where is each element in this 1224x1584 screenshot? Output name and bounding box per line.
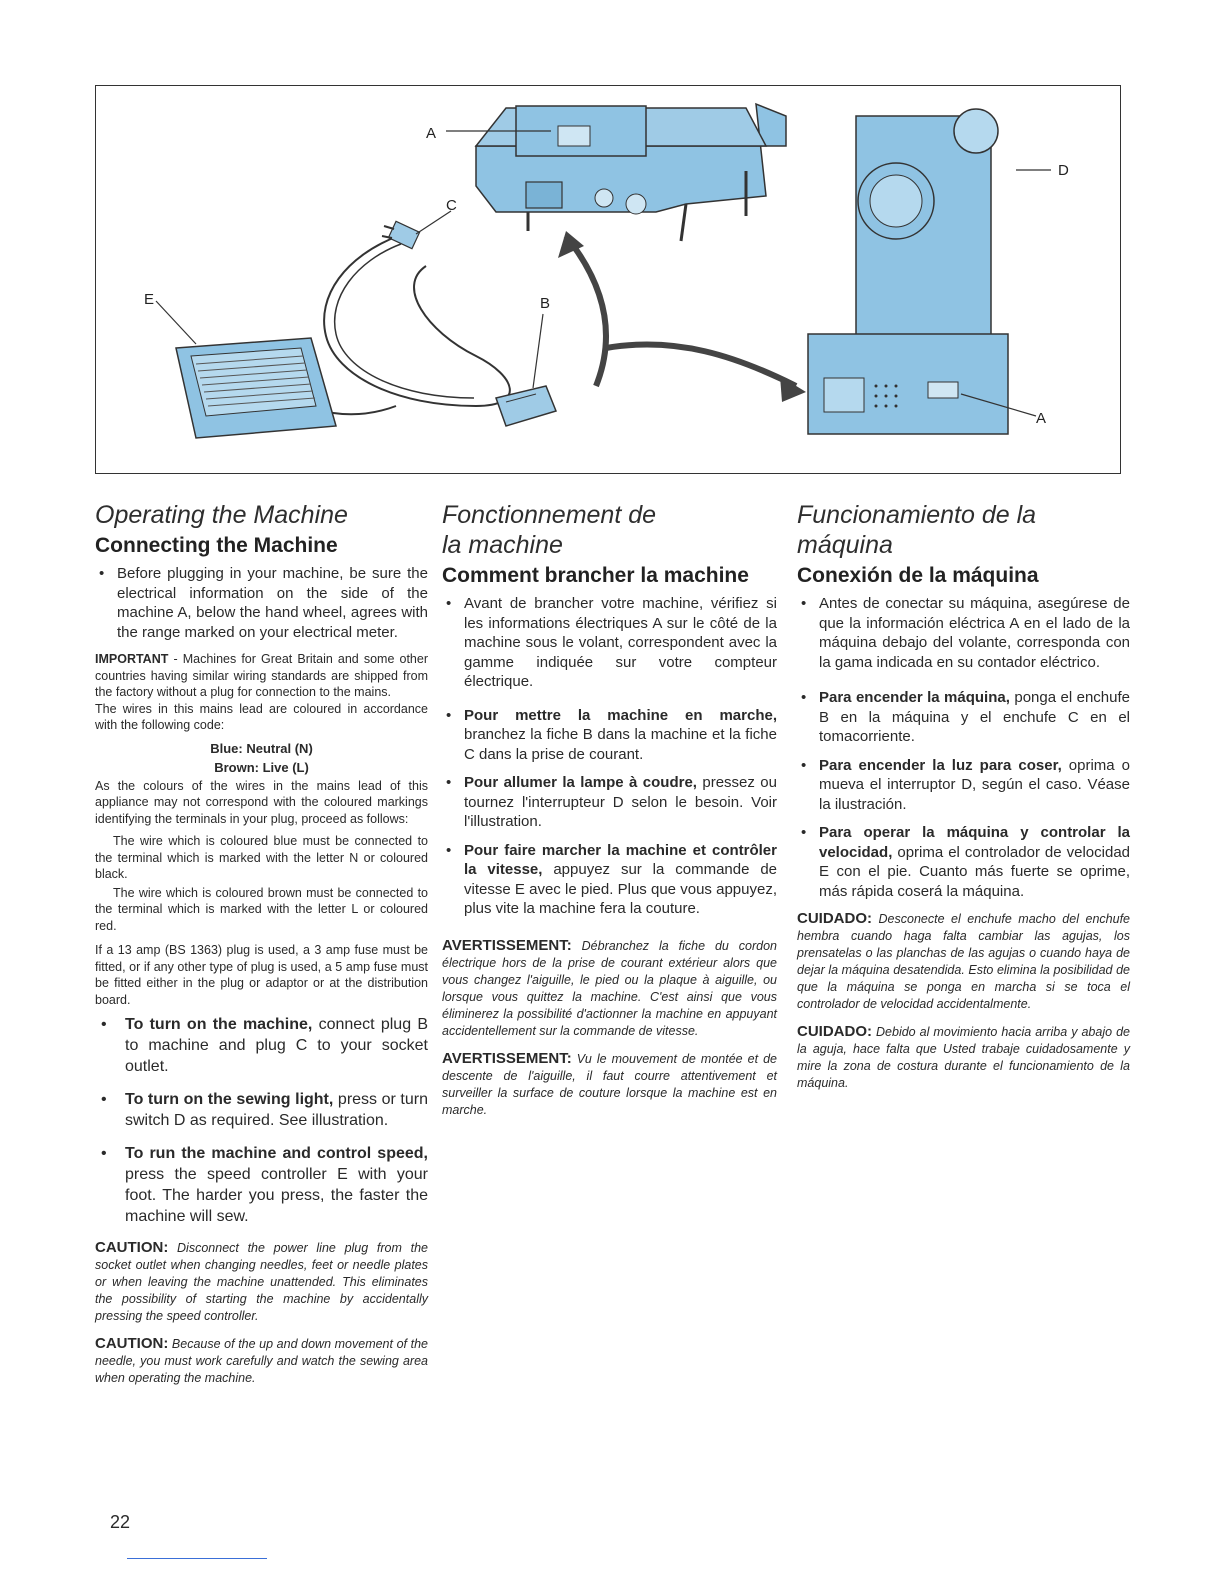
machine-connection-diagram	[96, 86, 1122, 475]
blue-wire-text: The wire which is coloured blue must be connected to the terminal which is marked with the letter N or coloured black.	[95, 834, 428, 881]
label-a-right: A	[1036, 410, 1047, 427]
french-warning-1: AVERTISSEMENT: Débranchez la fiche du cordon électrique hors de la prise de courant extérieur alors que vous changez l'aiguille, le pied ou la plaque à aiguille, ou lorsque vous quittez la machine. C'est ainsi que vous éliminerez la possibilité d'actionner la machine en appuyant accidentellement sur la commande de vitesse.	[442, 936, 777, 1038]
french-step-light: • Pour allumer la lampe à coudre, pressez ou tournez l'interrupteur D selon le besoin. Voir l'illustration.	[442, 773, 777, 832]
brown-wire-text: The wire which is coloured brown must be connected to the terminal which is marked with the letter L or coloured red.	[95, 885, 428, 933]
french-list	[442, 594, 777, 919]
french-step-turn-on: • Pour mettre la machine en marche, branchez la fiche B dans la machine et la fiche C dans la prise de courant.	[442, 706, 777, 765]
english-subtitle: Connecting the Machine	[95, 534, 338, 557]
french-title-line1: Fonctionnement de	[442, 501, 657, 529]
page-number: 22	[110, 1512, 131, 1532]
english-caution-1: CAUTION: Disconnect the power line plug from the socket outlet when changing needles, feet or needle plates or when leaving the machine unattended. This eliminates the possibility of starting the machine by accidentally pressing the speed controller.	[95, 1239, 428, 1323]
spanish-step-run: • Para operar la máquina y controlar la velocidad, oprima el controlador de velocidad E con el pie. Cuanto más fuerte se oprime, más rápida coserá la máquina.	[797, 823, 1130, 901]
spanish-bullet-plugging: • Antes de conectar su máquina, asegúrese de que la información eléctrica A en el lado de la máquina debajo del volante, corresponda con la gama indicada en su contador eléctrico.	[797, 594, 1130, 672]
spanish-title-line1: Funcionamiento de la	[797, 501, 1037, 529]
plug-b	[496, 386, 556, 426]
illustration-figure	[95, 85, 1121, 474]
foot-controller-e	[176, 338, 336, 438]
french-column	[442, 500, 777, 1129]
spanish-step-light: • Para encender la luz para coser, oprima o mueva el interruptor D, según el caso. Véase la ilustración.	[797, 756, 1130, 815]
english-column	[95, 500, 428, 1397]
brown-live: Brown: Live (L)	[214, 759, 309, 775]
spanish-caution-2: CUIDADO: Debido al movimiento hacia arriba y abajo de la aguja, hace falta que Usted trabaje cuidadosamente y mire la zona de costura durante el funcionamiento de la máquina.	[797, 1023, 1130, 1090]
machine-side-view	[808, 109, 1008, 434]
spanish-subtitle: Conexión de la máquina	[797, 564, 1039, 587]
spanish-caution-1: CUIDADO: Desconecte el enchufe macho del enchufe hembra cuando haga falta cambiar las agujas, los prensatelas o las planchas de las agujas o cuando haya de dejar la máquina desatendida. Esto elimina la posibilidad de que la máquina se ponga en marcha si se toca el controlador de velocidad accidentalmente.	[797, 910, 1130, 1011]
label-a-top: A	[426, 125, 437, 142]
french-title-line2: la machine	[442, 531, 563, 559]
label-b: B	[540, 295, 551, 312]
french-step-run: • Pour faire marcher la machine et contrôler la vitesse, appuyez sur la commande de vitesse E avec le pied. Plus que vous appuyez, plus vite la machine fera la couture.	[442, 841, 777, 919]
label-e: E	[144, 291, 155, 308]
english-intro-list	[95, 564, 428, 642]
english-bullet-plugging: • Before plugging in your machine, be sure the electrical information on the side of the machine A, below the hand wheel, agrees with the range marked on your electrical meter.	[95, 564, 428, 642]
blue-neutral: Blue: Neutral (N)	[210, 740, 313, 756]
colours-text: As the colours of the wires in the mains lead of this appliance may not correspond with the coloured markings identifying the terminals in your plug, proceed as follows:	[95, 778, 428, 826]
english-steps	[95, 1014, 428, 1227]
spanish-title-line2: máquina	[797, 531, 893, 559]
spanish-list	[797, 594, 1130, 901]
label-d: D	[1058, 162, 1069, 179]
english-caution-2: CAUTION: Because of the up and down movement of the needle, you must work carefully and watch the sewing area when operating the machine.	[95, 1335, 428, 1385]
english-important	[95, 651, 428, 734]
wires-text: The wires in this mains lead are coloured in accordance with the following code:	[95, 701, 428, 732]
footer-rule	[127, 1558, 267, 1559]
spanish-step-turn-on: • Para encender la máquina, ponga el enchufe B en la máquina y el enchufe C en el tomacorriente.	[797, 688, 1130, 747]
fuse-text: If a 13 amp (BS 1363) plug is used, a 3 amp fuse must be fitted, or if any other type of plug is used, a 5 amp fuse must be fitted either in the plug or adaptor or at the distribution board.	[95, 943, 428, 1007]
english-title: Operating the Machine	[95, 501, 348, 529]
important-label: IMPORTANT	[95, 652, 169, 666]
important-text: - Machines for Great Britain and some other countries having similar wiring standards are shipped from the factory without a plug for connection to the mains.	[95, 652, 428, 699]
french-warning-2: AVERTISSEMENT: Vu le mouvement de montée et de descente de l'aiguille, il faut courre attentivement et surveiller la surface de couture lorsque la machine est en marche.	[442, 1049, 777, 1117]
english-step-turn-on: • To turn on the machine, connect plug B to machine and plug C to your socket outlet.	[95, 1014, 428, 1077]
french-subtitle: Comment brancher la machine	[442, 564, 749, 587]
machine-underside	[476, 104, 786, 241]
label-c: C	[446, 197, 457, 214]
english-step-run: • To run the machine and control speed, press the speed controller E with your foot. The harder you press, the faster the machine will sew.	[95, 1143, 428, 1227]
english-step-light: • To turn on the sewing light, press or turn switch D as required. See illustration.	[95, 1089, 428, 1131]
spanish-column	[797, 500, 1130, 1102]
french-bullet-plugging: • Avant de brancher votre machine, vérifiez si les informations électriques A sur le côté de la machine sous le volant, correspondent avec la gamme indiquée sur votre compteur électrique.	[442, 594, 777, 692]
